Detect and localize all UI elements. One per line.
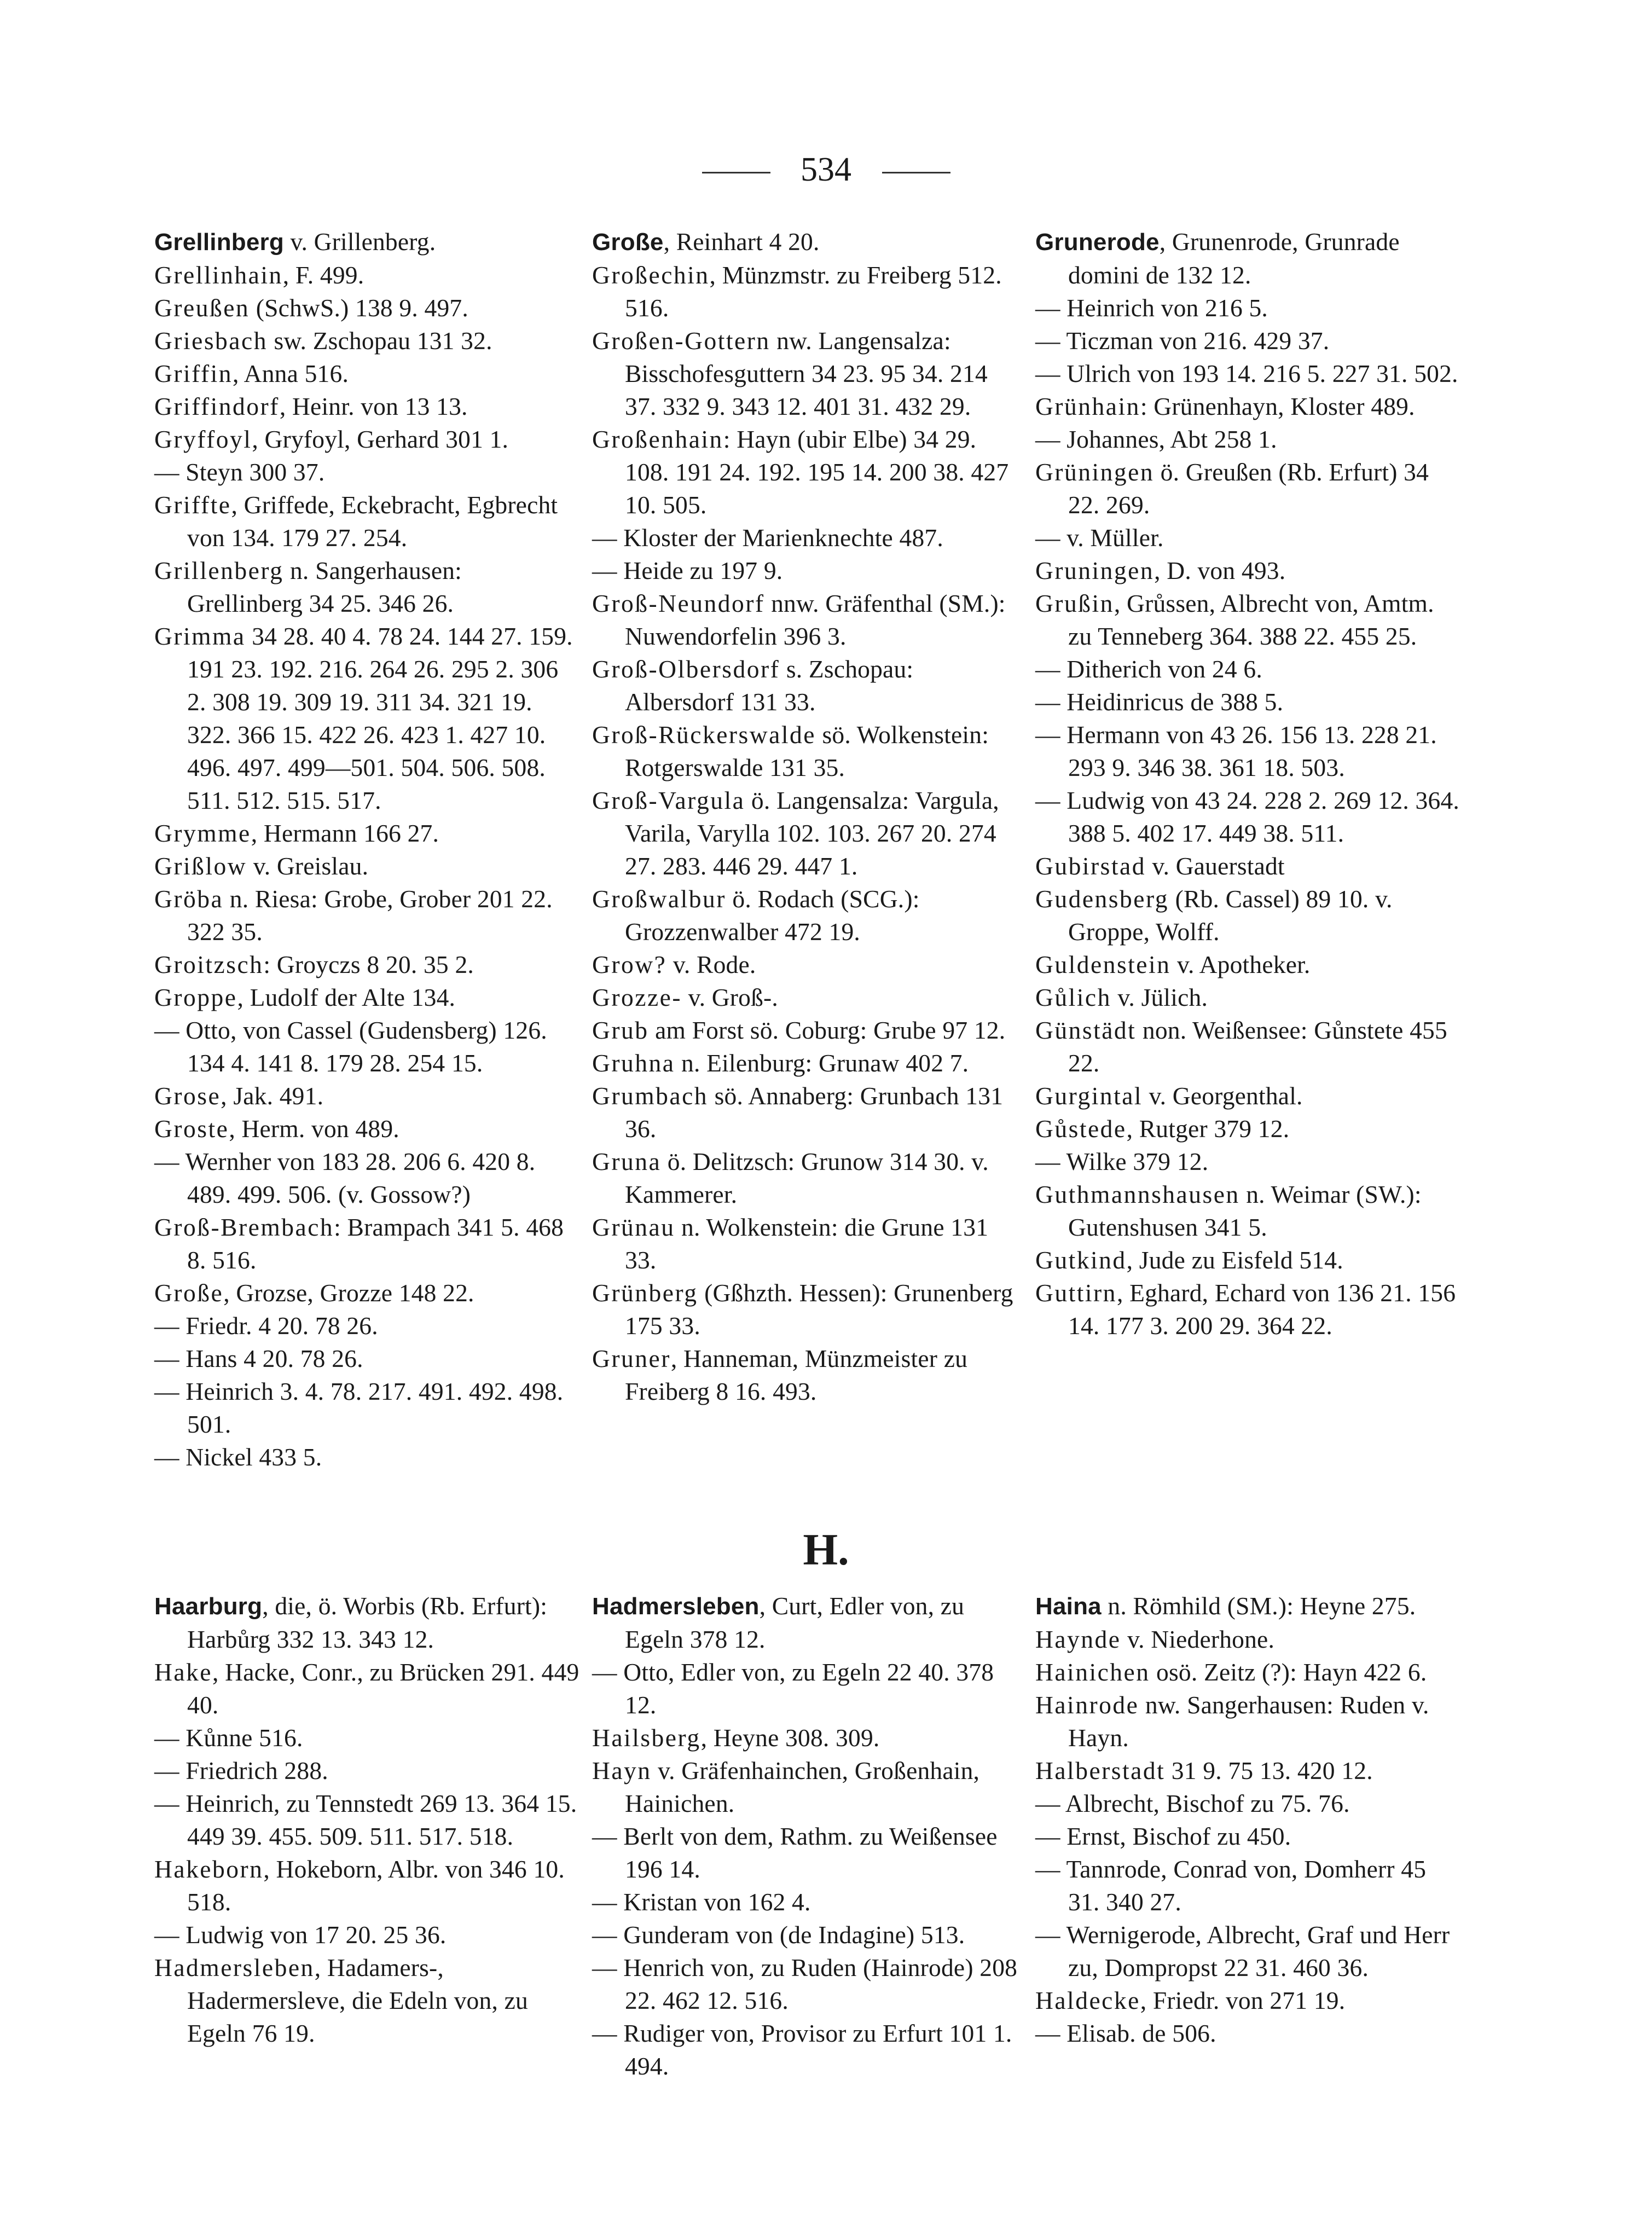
entry-text: , Hadamers-, Hadermersleve, die Edeln von, zu Egeln 76 19. [187, 1954, 528, 2047]
entry-text: (Rb. Cassel) 89 10. v. Groppe, Wolff. [1068, 885, 1393, 946]
index-entry [592, 1951, 1019, 2017]
index-entry [592, 883, 1019, 948]
entry-text: — Johannes, Abt 258 1. [1035, 425, 1277, 453]
section-letter: H. [803, 1525, 849, 1574]
entry-text: , Rutger 379 12. [1126, 1115, 1290, 1143]
index-entry [154, 554, 581, 620]
index-entry [154, 620, 581, 817]
entry-text: sö. Annaberg: Grunbach 131 36. [625, 1082, 1004, 1143]
index-entry [592, 325, 1019, 423]
entry-text: , Hermann 166 27. [251, 819, 439, 847]
entry-headword: Haarburg [154, 1593, 263, 1620]
entry-text: , Friedr. von 271 19. [1140, 1986, 1346, 2014]
entry-text: n. Römhild (SM.): Heyne 275. [1101, 1592, 1416, 1620]
index-entry [154, 1722, 581, 1754]
entry-headword: Haldecke [1035, 1986, 1140, 2014]
entry-headword: Hadmersleben [154, 1954, 315, 1981]
index-entry [1035, 1919, 1462, 1984]
entry-text: : Brampach 341 5. 468 8. 516. [187, 1213, 564, 1274]
entry-text: — Ludwig von 17 20. 25 36. [154, 1921, 447, 1949]
entry-text: — Hermann von 43 26. 156 13. 228 21. 293 9. 346 38. 361 18. 503. [1035, 721, 1437, 781]
index-entry [1035, 653, 1462, 686]
index-entry [592, 1211, 1019, 1277]
index-entry [1035, 1689, 1462, 1754]
entry-text: — Ernst, Bischof zu 450. [1035, 1822, 1291, 1850]
entry-headword: Haina [1035, 1593, 1102, 1620]
index-entry [154, 1014, 581, 1080]
entry-text: s. Zschopau: Albersdorf 131 33. [625, 655, 914, 716]
entry-headword: Griffin [154, 360, 233, 387]
index-entry [1035, 456, 1462, 522]
entry-headword: Großwalbur [592, 885, 726, 913]
entry-text: osö. Zeitz (?): Hayn 422 6. [1150, 1658, 1427, 1686]
index-entry [592, 522, 1019, 554]
entry-text: — Berlt von dem, Rathm. zu Weißensee 196 14. [592, 1822, 998, 1883]
entry-headword: Gůstede [1035, 1115, 1127, 1143]
entry-headword: Gruna [592, 1148, 662, 1175]
index-entry [154, 1342, 581, 1375]
entry-text: , Gryfoyl, Gerhard 301 1. [252, 425, 509, 453]
index-entry [1035, 225, 1462, 292]
entry-text: v. Apotheker. [1170, 951, 1311, 978]
index-entry [1035, 587, 1462, 653]
entry-headword: Hainichen [1035, 1658, 1150, 1686]
page-header [0, 148, 1652, 192]
index-entry [592, 2017, 1019, 2083]
entry-headword: Gubirstad [1035, 852, 1146, 880]
entry-text: , Grunenrode, Grunrade domini de 132 12. [1068, 228, 1400, 289]
entry-text: — Wernher von 183 28. 206 6. 420 8. 489. 499. 506. (v. Gossow?) [154, 1148, 536, 1208]
entry-headword: Grußin [1035, 589, 1114, 617]
entry-headword: Grow? [592, 951, 667, 978]
index-entry [154, 883, 581, 948]
entry-headword: Guthmannshausen [1035, 1180, 1240, 1208]
entry-headword: Groß-Olbersdorf [592, 655, 780, 683]
entry-headword: Griffte [154, 491, 231, 519]
entry-text: , Anna 516. [233, 360, 349, 387]
index-entry [1035, 1656, 1462, 1689]
entry-text: 31 9. 75 13. 420 12. [1165, 1757, 1373, 1784]
entry-text: — Hans 4 20. 78 26. [154, 1345, 363, 1372]
index-entry [1035, 1623, 1462, 1656]
index-entry [154, 1211, 581, 1277]
entry-headword: Grünhain [1035, 392, 1140, 420]
index-entry [154, 1590, 581, 1656]
entry-headword: Gutkind [1035, 1246, 1127, 1274]
entry-text: , Curt, Edler von, zu Egeln 378 12. [625, 1592, 965, 1653]
index-entry [1035, 1590, 1462, 1623]
entry-text: — Friedr. 4 20. 78 26. [154, 1312, 378, 1340]
entry-headword: Hailsberg [592, 1724, 701, 1752]
index-entry [154, 1656, 581, 1722]
entry-headword: Grünberg [592, 1279, 698, 1307]
entry-text: — Heinrich 3. 4. 78. 217. 491. 492. 498. 501. [154, 1377, 564, 1438]
index-entry [1035, 423, 1462, 456]
entry-text: : Groyczs 8 20. 35 2. [263, 951, 474, 978]
entry-headword: Griesbach [154, 327, 268, 355]
index-entry [592, 784, 1019, 883]
index-entry [154, 1145, 581, 1211]
entry-text: , Eghard, Echard von 136 21. 156 14. 177 3. 200 29. 364 22. [1068, 1279, 1456, 1340]
index-entry [592, 1820, 1019, 1886]
entry-text: , Ludolf der Alte 134. [237, 983, 456, 1011]
entry-headword: Groß-Brembach [154, 1213, 334, 1241]
index-entry [592, 554, 1019, 587]
index-entry [592, 1656, 1019, 1722]
lower-left-column [154, 1590, 581, 2050]
entry-headword: Grub [592, 1016, 649, 1044]
index-entry [592, 719, 1019, 784]
index-entry [154, 259, 581, 292]
entry-text: — Heinrich von 216 5. [1035, 294, 1268, 322]
index-entry [592, 1145, 1019, 1211]
entry-text: — Elisab. de 506. [1035, 2019, 1216, 2047]
index-entry [592, 1277, 1019, 1342]
entry-headword: Griffindorf [154, 392, 280, 420]
index-entry [1035, 1787, 1462, 1820]
index-entry [592, 653, 1019, 719]
entry-headword: Groste [154, 1115, 229, 1143]
index-entry [1035, 522, 1462, 554]
index-entry [1035, 2017, 1462, 2050]
entry-text: (SchwS.) 138 9. 497. [250, 294, 468, 322]
index-entry [1035, 1145, 1462, 1178]
entry-headword: Grellinberg [154, 229, 284, 256]
entry-text: nw. Langensalza: Bisschofesguttern 34 23. 95 34. 214 37. 332 9. 343 12. 401 31. 432 29. [625, 327, 988, 420]
entry-headword: Hadmersleben [592, 1593, 760, 1620]
index-entry [154, 292, 581, 325]
index-entry [592, 259, 1019, 325]
index-entry [154, 1853, 581, 1919]
entry-text: — Ticzman von 216. 429 37. [1035, 327, 1330, 355]
index-entry [1035, 554, 1462, 587]
entry-headword: Groß-Neundorf [592, 589, 765, 617]
entry-text: sw. Zschopau 131 32. [267, 327, 492, 355]
index-entry [1035, 1853, 1462, 1919]
entry-text: v. Georgenthal. [1143, 1082, 1303, 1110]
index-entry [154, 1277, 581, 1309]
entry-headword: Gryffoyl [154, 425, 252, 453]
index-entry [154, 390, 581, 423]
entry-text: — Kristan von 162 4. [592, 1888, 811, 1916]
index-entry [154, 1441, 581, 1474]
entry-text: — Wilke 379 12. [1035, 1148, 1209, 1175]
entry-headword: Guttirn [1035, 1279, 1117, 1307]
page-number: 534 [801, 151, 851, 188]
lower-middle-column [592, 1590, 1019, 2083]
entry-headword: Grißlow [154, 852, 247, 880]
entry-text: ö. Greußen (Rb. Erfurt) 34 22. 269. [1068, 458, 1429, 519]
entry-headword: Hayn [592, 1757, 652, 1784]
entry-text: , Münzmstr. zu Freiberg 512. 516. [625, 261, 1002, 322]
entry-text: v. Grillenberg. [283, 228, 436, 256]
index-entry [154, 981, 581, 1014]
entry-text: sö. Wolkenstein: Rotgerswalde 131 35. [625, 721, 989, 781]
entry-text: — Heidinricus de 388 5. [1035, 688, 1284, 716]
entry-headword: Hakeborn [154, 1855, 264, 1883]
index-entry [154, 456, 581, 489]
index-entry [154, 1112, 581, 1145]
index-entry [154, 850, 581, 883]
entry-text: , Grozse, Grozze 148 22. [223, 1279, 474, 1307]
entry-headword: Grumbach [592, 1082, 709, 1110]
entry-headword: Großen-Gottern [592, 327, 770, 355]
entry-text: , Griffede, Eckebracht, Egbrecht von 134. 179 27. 254. [187, 491, 558, 552]
entry-text: — Ulrich von 193 14. 216 5. 227 31. 502. [1035, 360, 1458, 387]
index-entry [592, 1754, 1019, 1820]
entry-text: , Jak. 491. [221, 1082, 324, 1110]
entry-text: , F. 499. [282, 261, 364, 289]
index-entry [1035, 1277, 1462, 1342]
entry-text: — Steyn 300 37. [154, 458, 325, 486]
entry-headword: Gruner [592, 1345, 671, 1372]
entry-text: v. Jülich. [1111, 983, 1208, 1011]
entry-text: , die, ö. Worbis (Rb. Erfurt): Harbůrg 332 13. 343 12. [187, 1592, 548, 1653]
entry-headword: Gruningen [1035, 557, 1155, 584]
index-entry [1035, 784, 1462, 850]
index-entry [1035, 390, 1462, 423]
index-entry [154, 1787, 581, 1853]
entry-text: — Friedrich 288. [154, 1757, 328, 1784]
index-entry [592, 423, 1019, 522]
index-entry [154, 325, 581, 357]
index-entry [1035, 1244, 1462, 1277]
index-entry [592, 1919, 1019, 1951]
entry-text: n. Weimar (SW.): Gutenshusen 341 5. [1068, 1180, 1422, 1241]
index-entry [1035, 1014, 1462, 1080]
entry-text: — Heinrich, zu Tennstedt 269 13. 364 15. 449 39. 455. 509. 511. 517. 518. [154, 1789, 577, 1850]
entry-text: — Kloster der Marienknechte 487. [592, 524, 943, 552]
entry-headword: Grose [154, 1082, 221, 1110]
entry-text: v. Groß-. [682, 983, 778, 1011]
entry-text: — Tannrode, Conrad von, Domherr 45 31. 340 27. [1035, 1855, 1427, 1916]
index-entry [1035, 981, 1462, 1014]
lower-right-column [1035, 1590, 1462, 2050]
index-entry [154, 1375, 581, 1441]
index-entry [1035, 325, 1462, 357]
entry-text: — Otto, von Cassel (Gudensberg) 126. 134 4. 141 8. 179 28. 254 15. [154, 1016, 547, 1077]
index-entry [154, 1919, 581, 1951]
entry-headword: Gudensberg [1035, 885, 1169, 913]
entry-headword: Haynde [1035, 1625, 1121, 1653]
index-entry [154, 225, 581, 259]
entry-text: : Grünenhayn, Kloster 489. [1140, 392, 1415, 420]
entry-headword: Gröba [154, 885, 224, 913]
entry-text: nnw. Gräfenthal (SM.): Nuwendorfelin 396 3. [625, 589, 1006, 650]
index-entry [154, 357, 581, 390]
index-entry [592, 1722, 1019, 1754]
entry-headword: Guldenstein [1035, 951, 1171, 978]
entry-text: — Rudiger von, Provisor zu Erfurt 101 1. 494. [592, 2019, 1012, 2080]
entry-text: ö. Delitzsch: Grunow 314 30. v. Kammerer. [625, 1148, 989, 1208]
entry-headword: Hainrode [1035, 1691, 1139, 1719]
entry-text: — Albrecht, Bischof zu 75. 76. [1035, 1789, 1350, 1817]
index-entry [154, 489, 581, 554]
index-entry [592, 1080, 1019, 1145]
entry-text: v. Gauerstadt [1145, 852, 1285, 880]
entry-text: — Wernigerode, Albrecht, Graf und Herr zu, Dompropst 22 31. 460 36. [1035, 1921, 1450, 1981]
entry-headword: Grimma [154, 622, 246, 650]
index-entry [1035, 948, 1462, 981]
index-entry [154, 948, 581, 981]
entry-text: nw. Sangerhausen: Ruden v. Hayn. [1068, 1691, 1429, 1752]
entry-text: , D. von 493. [1154, 557, 1286, 584]
entry-headword: Hake [154, 1658, 212, 1686]
entry-text: , Heyne 308. 309. [700, 1724, 880, 1752]
entry-text: , Jude zu Eisfeld 514. [1126, 1246, 1343, 1274]
entry-text: , Hacke, Conr., zu Brücken 291. 449 40. [187, 1658, 579, 1719]
entry-text: — Otto, Edler von, zu Egeln 22 40. 378 12. [592, 1658, 994, 1719]
entry-text: v. Greislau. [247, 852, 369, 880]
entry-headword: Grymme [154, 819, 251, 847]
entry-text: : Hayn (ubir Elbe) 34 29. 108. 191 24. 192. 195 14. 200 38. 427 10. 505. [625, 425, 1009, 519]
entry-text: non. Weißensee: Gůnstete 455 22. [1068, 1016, 1447, 1077]
index-entry [1035, 1178, 1462, 1244]
entry-headword: Grünau [592, 1213, 675, 1241]
entry-text: ö. Langensalza: Vargula, Varila, Varylla 102. 103. 267 20. 274 27. 283. 446 29. 447 1. [625, 786, 999, 880]
index-entry [592, 1014, 1019, 1047]
index-entry [1035, 292, 1462, 325]
entry-text: v. Gräfenhainchen, Großenhain, Hainichen. [625, 1757, 980, 1817]
index-entry [154, 817, 581, 850]
index-entry [1035, 1112, 1462, 1145]
entry-headword: Groß-Rückerswalde [592, 721, 816, 749]
index-entry [592, 948, 1019, 981]
index-entry [154, 423, 581, 456]
index-entry [154, 1754, 581, 1787]
entry-text: — v. Müller. [1035, 524, 1164, 552]
entry-text: (Gßhzth. Hessen): Grunenberg 175 33. [625, 1279, 1013, 1340]
entry-headword: Groitzsch [154, 951, 264, 978]
index-entry [154, 1080, 581, 1112]
entry-headword: Gurgintal [1035, 1082, 1143, 1110]
index-entry [592, 225, 1019, 259]
index-entry [592, 1342, 1019, 1408]
entry-headword: Grüningen [1035, 458, 1155, 486]
index-entry [1035, 883, 1462, 948]
entry-headword: Großenhain [592, 425, 723, 453]
entry-headword: Große [154, 1279, 224, 1307]
header-rule-left [702, 172, 770, 173]
entry-text: — Gunderam von (de Indagine) 513. [592, 1921, 965, 1949]
index-entry [1035, 1080, 1462, 1112]
entry-text: , Reinhart 4 20. [663, 228, 820, 256]
index-entry [1035, 686, 1462, 719]
entry-text: — Heide zu 197 9. [592, 557, 783, 584]
entry-text: am Forst sö. Coburg: Grube 97 12. [648, 1016, 1006, 1044]
entry-text: , Hokeborn, Albr. von 346 10. 518. [187, 1855, 565, 1916]
index-entry [1035, 1984, 1462, 2017]
entry-text: , Hanneman, Münzmeister zu Freiberg 8 16. 493. [625, 1345, 968, 1405]
entry-text: , Heinr. von 13 13. [279, 392, 468, 420]
index-entry [1035, 850, 1462, 883]
index-entry [592, 1590, 1019, 1656]
entry-headword: Groppe [154, 983, 237, 1011]
entry-text: — Ludwig von 43 24. 228 2. 269 12. 364. 388 5. 402 17. 449 38. 511. [1035, 786, 1459, 847]
index-entry [592, 587, 1019, 653]
entry-headword: Groß-Vargula [592, 786, 745, 814]
entry-text: ö. Rodach (SCG.): Grozzenwalber 472 19. [625, 885, 920, 946]
index-entry [592, 1886, 1019, 1919]
entry-text: n. Sangerhausen: Grellinberg 34 25. 346 26. [187, 557, 462, 617]
entry-text: v. Niederhone. [1121, 1625, 1275, 1653]
entry-headword: Großechin [592, 261, 710, 289]
entry-headword: Gůlich [1035, 983, 1111, 1011]
index-entry [1035, 1820, 1462, 1853]
entry-text: — Nickel 433 5. [154, 1443, 322, 1471]
entry-headword: Halberstadt [1035, 1757, 1166, 1784]
entry-headword: Gruhna [592, 1049, 675, 1077]
upper-right-column [1035, 225, 1462, 1342]
index-entry [592, 1047, 1019, 1080]
index-entry [154, 1309, 581, 1342]
index-entry [1035, 357, 1462, 390]
entry-headword: Grunerode [1035, 229, 1160, 256]
entry-headword: Günstädt [1035, 1016, 1137, 1044]
entry-headword: Grellinhain [154, 261, 283, 289]
entry-headword: Grillenberg [154, 557, 284, 584]
header-rule-right [882, 172, 950, 173]
index-entry [154, 1951, 581, 2050]
upper-left-column [154, 225, 581, 1474]
entry-headword: Greußen [154, 294, 250, 322]
entry-text: — Ditherich von 24 6. [1035, 655, 1262, 683]
entry-headword: Große [592, 229, 664, 256]
entry-text: , Grůssen, Albrecht von, Amtm. zu Tenneberg 364. 388 22. 455 25. [1068, 589, 1434, 650]
entry-text: 34 28. 40 4. 78 24. 144 27. 159. 191 23. 192. 216. 264 26. 295 2. 306 2. 308 19. 309 19. 311 34. 321 19. 322. 366 15. 422 26. 423 1. 427 10. 496. 497. 499—501. 504. 506. 508. 511. 512. 515. 517. [187, 622, 573, 814]
index-entry [1035, 1754, 1462, 1787]
entry-text: n. Wolkenstein: die Grune 131 33. [625, 1213, 989, 1274]
upper-middle-column [592, 225, 1019, 1408]
index-entry [592, 981, 1019, 1014]
entry-headword: Grozze- [592, 983, 682, 1011]
entry-text: — Kůnne 516. [154, 1724, 303, 1752]
entry-text: n. Eilenburg: Grunaw 402 7. [675, 1049, 969, 1077]
entry-text: , Herm. von 489. [229, 1115, 399, 1143]
index-entry [1035, 719, 1462, 784]
entry-text: — Henrich von, zu Ruden (Hainrode) 208 22. 462 12. 516. [592, 1954, 1018, 2014]
entry-text: v. Rode. [666, 951, 756, 978]
entry-text: n. Riesa: Grobe, Grober 201 22. 322 35. [187, 885, 553, 946]
